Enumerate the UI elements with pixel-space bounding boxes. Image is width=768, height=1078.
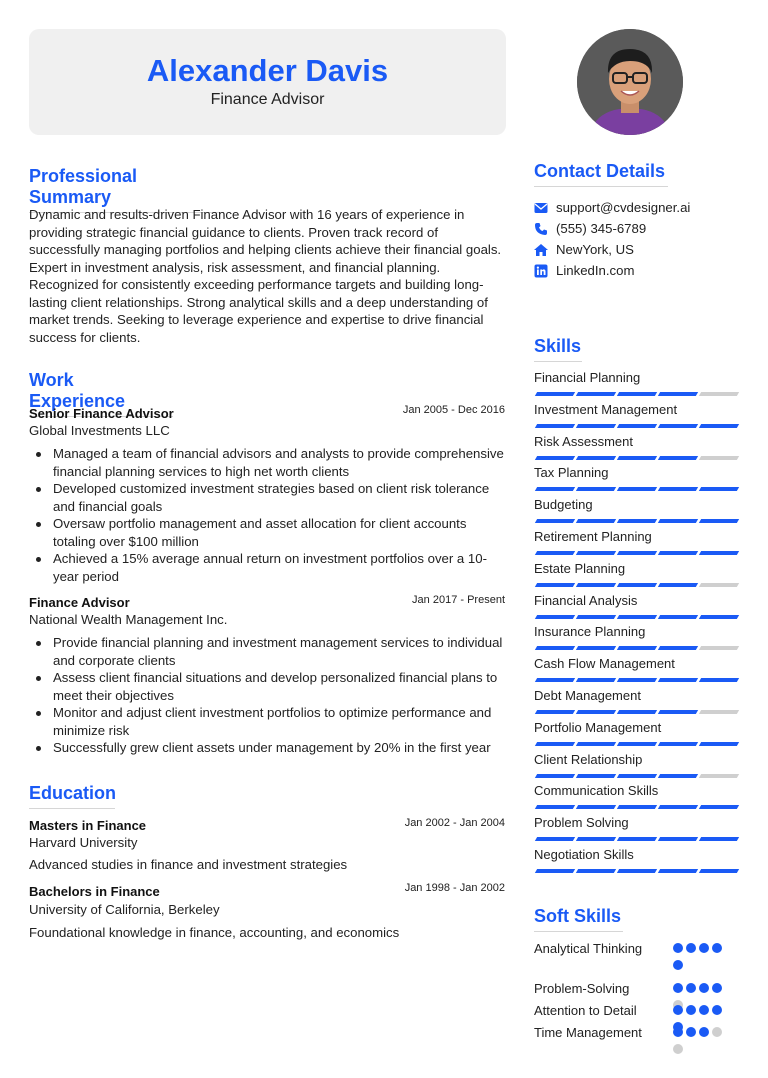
skill-level-segment xyxy=(576,551,616,555)
skill-level-segment xyxy=(535,551,575,555)
skill-level-bar xyxy=(534,456,738,461)
skill-level-segment xyxy=(617,805,657,809)
skill-level-bar xyxy=(534,774,738,779)
skill-name: Cash Flow Management xyxy=(534,656,675,672)
job-dates: Jan 2005 - Dec 2016 xyxy=(402,404,505,416)
skill-item xyxy=(534,783,739,798)
rating-dot xyxy=(712,1005,722,1015)
skill-level-segment xyxy=(576,678,616,682)
skills-heading: Skills xyxy=(534,336,582,362)
skill-level-segment xyxy=(535,869,575,873)
skill-item xyxy=(534,402,739,417)
rating-dot xyxy=(673,1044,683,1054)
skill-level-segment xyxy=(658,392,698,396)
skill-level-segment xyxy=(658,519,698,523)
skill-level-segment xyxy=(699,805,739,809)
skill-level-segment xyxy=(658,646,698,650)
degree-title: Masters in Finance xyxy=(29,818,147,833)
contact-email-text: support@cvdesigner.ai xyxy=(556,200,691,215)
skill-level-bar xyxy=(534,710,738,715)
skill-level-segment xyxy=(617,774,657,778)
skill-level-segment xyxy=(699,392,739,396)
job-company: National Wealth Management Inc. xyxy=(29,612,228,627)
skill-level-segment xyxy=(617,615,657,619)
rating-dot xyxy=(699,1027,709,1037)
skill-name: Communication Skills xyxy=(534,783,659,799)
skill-name: Investment Management xyxy=(534,401,678,417)
skill-level-segment xyxy=(576,583,616,587)
skill-item xyxy=(534,656,739,671)
skill-level-bar xyxy=(534,805,738,810)
education-heading: Education xyxy=(29,783,115,809)
skill-level-segment xyxy=(617,678,657,682)
skill-name: Financial Planning xyxy=(534,370,641,385)
skill-level-segment xyxy=(658,487,698,491)
skill-level-segment xyxy=(617,869,657,873)
skill-level-bar xyxy=(534,615,738,620)
list-item: Successfully grew client assets under management by 20% in the first year xyxy=(53,739,508,757)
job-bullets xyxy=(53,445,508,585)
skill-level-segment xyxy=(576,774,616,778)
skill-name: Retirement Planning xyxy=(534,529,652,544)
skill-level-segment xyxy=(576,392,616,396)
job-dates: Jan 2017 - Present xyxy=(412,594,505,606)
skill-level-segment xyxy=(699,774,739,778)
skill-level-segment xyxy=(699,424,739,428)
skill-level-segment xyxy=(576,487,616,491)
list-item: Monitor and adjust client investment portfolios to optimize performance and minimize risk xyxy=(53,704,508,739)
skill-level-bar xyxy=(534,837,738,842)
skill-item xyxy=(534,815,739,830)
skill-level-segment xyxy=(576,615,616,619)
soft-skill-name: Time Management xyxy=(534,1025,642,1040)
candidate-name: Alexander Davis xyxy=(146,53,389,88)
skill-level-bar xyxy=(534,487,738,492)
skill-level-segment xyxy=(576,742,616,746)
skill-level-segment xyxy=(658,837,698,841)
contact-phone-text: (555) 345-6789 xyxy=(556,221,647,236)
skill-level-segment xyxy=(699,456,739,460)
skill-level-segment xyxy=(658,869,698,873)
skill-item xyxy=(534,465,739,480)
skill-level-segment xyxy=(535,583,575,587)
skill-level-segment xyxy=(699,710,739,714)
skill-name: Portfolio Management xyxy=(534,719,662,735)
list-item: Provide financial planning and investment management services to individual and corporate clients xyxy=(53,634,508,669)
skill-name: Risk Assessment xyxy=(534,433,633,449)
skill-name: Negotiation Skills xyxy=(534,847,634,862)
skill-level-segment xyxy=(699,583,739,587)
skill-name: Problem Solving xyxy=(534,815,629,831)
contact-linkedin-text: LinkedIn.com xyxy=(556,263,635,278)
rating-dot xyxy=(712,983,722,993)
skill-level-segment xyxy=(699,742,739,746)
summary-text: Dynamic and results-driven Finance Advisor with 16 years of experience in providing strategic financial guidance to clients. Proven track record of successfully managing portfolios and helping clients achieve their financial goals. Expert in investment analysis, risk assessment, and financial planning. Recognized for consistently exceeding performance targets and building long-lasting client relationships. Strong analytical skills and a deep understanding of market trends. Seeking to leverage experience and expertise to drive financial success for clients. xyxy=(29,207,502,345)
skill-level-segment xyxy=(617,583,657,587)
skill-level-segment xyxy=(658,774,698,778)
skill-item xyxy=(534,752,739,767)
skill-level-bar xyxy=(534,519,738,524)
skill-level-segment xyxy=(617,710,657,714)
skill-level-bar xyxy=(534,551,738,556)
skill-level-segment xyxy=(535,615,575,619)
skill-item xyxy=(534,434,739,449)
school-name: Harvard University xyxy=(29,835,138,850)
skill-level-segment xyxy=(699,615,739,619)
skill-level-segment xyxy=(535,774,575,778)
skill-level-segment xyxy=(658,615,698,619)
skill-level-segment xyxy=(617,551,657,555)
skill-name: Financial Analysis xyxy=(534,592,638,608)
degree-description: Advanced studies in finance and investment strategies xyxy=(29,857,348,872)
skill-level-segment xyxy=(617,837,657,841)
skill-level-segment xyxy=(658,742,698,746)
skill-level-segment xyxy=(576,456,616,460)
skill-level-segment xyxy=(699,551,739,555)
contact-location-text: NewYork, US xyxy=(556,242,634,257)
rating-dot xyxy=(673,960,683,970)
skill-name: Tax Planning xyxy=(534,465,609,481)
degree-title: Bachelors in Finance xyxy=(29,884,160,899)
degree-dates: Jan 1998 - Jan 2002 xyxy=(404,882,505,894)
rating-dot xyxy=(712,1027,722,1037)
skill-level-segment xyxy=(576,710,616,714)
skill-name: Debt Management xyxy=(534,688,641,703)
school-name: University of California, Berkeley xyxy=(29,902,220,917)
skill-level-bar xyxy=(534,392,738,397)
list-item: Managed a team of financial advisors and analysts to provide comprehensive financial planning services to high net worth clients xyxy=(53,445,508,480)
skill-name: Client Relationship xyxy=(534,751,643,767)
skill-level-segment xyxy=(658,805,698,809)
skill-level-segment xyxy=(576,424,616,428)
rating-dot xyxy=(699,1005,709,1015)
skill-level-segment xyxy=(617,519,657,523)
rating-dot xyxy=(673,943,683,953)
skill-level-segment xyxy=(658,678,698,682)
skill-item xyxy=(534,561,739,576)
skill-item xyxy=(534,688,739,703)
skill-level-segment xyxy=(535,519,575,523)
skill-level-bar xyxy=(534,869,738,874)
skill-level-segment xyxy=(535,710,575,714)
skill-level-bar xyxy=(534,583,738,588)
job-title: Finance Advisor xyxy=(29,595,130,610)
degree-dates: Jan 2002 - Jan 2004 xyxy=(404,817,505,829)
skill-level-segment xyxy=(535,487,575,491)
rating-dot xyxy=(673,1005,683,1015)
skill-level-bar xyxy=(534,742,738,747)
rating-dot xyxy=(712,943,722,953)
skill-level-segment xyxy=(617,487,657,491)
linkedin-icon xyxy=(534,264,548,278)
soft-skill-name: Analytical Thinking xyxy=(534,941,643,956)
rating-dot xyxy=(686,983,696,993)
rating-dot xyxy=(699,983,709,993)
rating-dot xyxy=(686,1005,696,1015)
skill-level-segment xyxy=(658,456,698,460)
soft-skill-name: Attention to Detail xyxy=(534,1003,637,1018)
skill-item xyxy=(534,624,739,639)
skill-level-segment xyxy=(699,519,739,523)
skill-name: Estate Planning xyxy=(534,560,626,576)
skill-level-segment xyxy=(617,742,657,746)
skill-item xyxy=(534,593,739,608)
experience-heading: Work Experience xyxy=(29,370,173,417)
skill-level-segment xyxy=(576,646,616,650)
candidate-title: Finance Advisor xyxy=(210,91,325,108)
list-item: Developed customized investment strategies based on client risk tolerance and financial goals xyxy=(53,480,508,515)
skill-level-segment xyxy=(617,392,657,396)
summary-heading: Professional Summary xyxy=(29,166,224,213)
skill-item xyxy=(534,529,739,544)
skill-name: Insurance Planning xyxy=(534,624,646,640)
degree-description: Foundational knowledge in finance, accounting, and economics xyxy=(29,925,400,940)
skill-level-segment xyxy=(535,392,575,396)
skill-level-bar xyxy=(534,424,738,429)
skill-level-segment xyxy=(576,869,616,873)
skill-level-segment xyxy=(535,678,575,682)
rating-dot xyxy=(673,983,683,993)
skill-level-segment xyxy=(699,869,739,873)
skill-level-segment xyxy=(699,646,739,650)
list-item: Assess client financial situations and develop personalized financial plans to meet their objectives xyxy=(53,669,508,704)
header-box xyxy=(29,29,506,135)
skill-level-segment xyxy=(658,424,698,428)
skill-level-segment xyxy=(658,710,698,714)
skill-level-segment xyxy=(699,837,739,841)
soft-skill-name: Problem-Solving xyxy=(534,981,630,996)
skill-level-segment xyxy=(576,837,616,841)
skill-level-segment xyxy=(658,551,698,555)
skill-level-segment xyxy=(535,646,575,650)
list-item: Oversaw portfolio management and asset allocation for client accounts totaling over $100 million xyxy=(53,515,508,550)
skill-level-segment xyxy=(535,837,575,841)
rating-dot xyxy=(673,1027,683,1037)
skill-item xyxy=(534,720,739,735)
skill-level-segment xyxy=(535,424,575,428)
avatar-photo xyxy=(577,29,683,135)
skill-level-segment xyxy=(576,519,616,523)
skill-level-segment xyxy=(617,456,657,460)
envelope-icon xyxy=(534,201,548,215)
skill-level-segment xyxy=(576,805,616,809)
soft-skills-heading: Soft Skills xyxy=(534,906,623,932)
home-icon xyxy=(534,243,548,257)
skill-level-segment xyxy=(658,583,698,587)
rating-dot xyxy=(686,943,696,953)
skill-level-bar xyxy=(534,678,738,683)
skill-level-segment xyxy=(699,487,739,491)
skill-level-segment xyxy=(535,742,575,746)
skill-item xyxy=(534,370,739,385)
skill-level-segment xyxy=(617,646,657,650)
skill-item xyxy=(534,847,739,862)
rating-dot xyxy=(699,943,709,953)
skill-level-segment xyxy=(535,456,575,460)
avatar xyxy=(577,29,683,135)
skill-level-bar xyxy=(534,646,738,651)
job-title: Senior Finance Advisor xyxy=(29,406,174,421)
job-bullets xyxy=(53,634,508,757)
skill-level-segment xyxy=(617,424,657,428)
job-company: Global Investments LLC xyxy=(29,423,170,438)
skill-name: Budgeting xyxy=(534,497,593,513)
skill-level-segment xyxy=(699,678,739,682)
list-item: Achieved a 15% average annual return on investment portfolios over a 10-year period xyxy=(53,550,508,585)
skill-level-segment xyxy=(535,805,575,809)
contact-heading: Contact Details xyxy=(534,161,668,187)
skill-item xyxy=(534,497,739,512)
phone-icon xyxy=(534,222,548,236)
rating-dot xyxy=(686,1027,696,1037)
